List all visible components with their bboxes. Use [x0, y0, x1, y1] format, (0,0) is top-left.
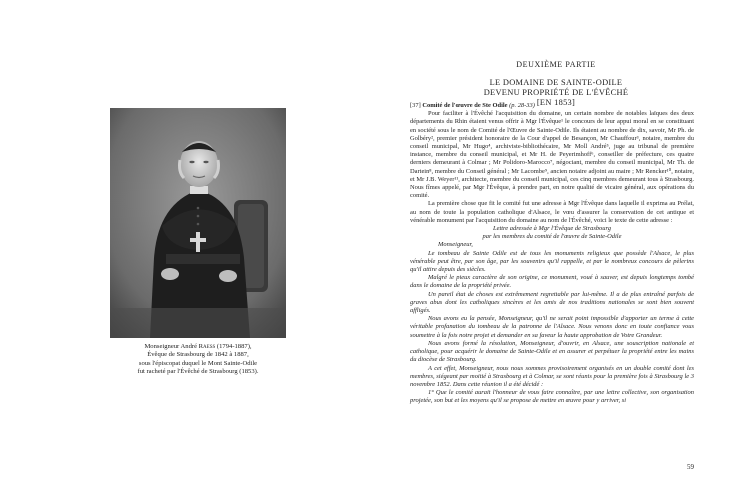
- chapter-title-line-1: LE DOMAINE DE SAINTE-ODILE: [489, 78, 623, 87]
- portrait-photo: [110, 108, 286, 338]
- letter-paragraph: A cet effet, Monseigneur, nous nous sommes provisoirement organisés en un double comité dont les membres, siégeant par moitié à Strasbourg et à Colmar, se sont réunis pour la première fois à Strasbourg le 3 novembre 1852. Dans cette réunion il a été décidé :: [410, 364, 694, 388]
- section-ref: (p. 28-33): [509, 102, 535, 109]
- letter-paragraph: Nous avons eu la pensée, Monseigneur, qu'il ne serait point impossible d'apporter un terme à cette véritable profanation du tombeau de la patronne de l'Alsace. Nous venons donc en toute confiance vous soumettre à la fois notre projet et demander en sa faveur la haute approbation de Votre Grandeur.: [410, 315, 694, 339]
- caption-line-1-name: Raess: [198, 343, 216, 350]
- letter-salutation: Monseigneur,: [438, 241, 473, 249]
- caption-line-3: sous l'épiscopat duquel le Mont Sainte-Odile: [138, 359, 258, 367]
- section-number: [37]: [410, 102, 421, 109]
- letter-paragraph: Nous avons formé la résolution, Monseigneur, d'ouvrir, en Alsace, une souscription nationale et catholique, pour acquérir le domaine de Sainte-Odile et en assurer et perpétuer la propriété entre les mains du diocèse de Strasbourg.: [410, 339, 694, 364]
- letter-paragraph: Un pareil état de choses est extrêmement regrettable par lui-même. Il a de plus entraîné parfois de graves abus dont les catholiques sincères et les amis de nos traditions nationales se sont bien souvent affligés.: [410, 290, 694, 315]
- letter-paragraph: 1° Que le comité aurait l'honneur de vous faire connaître, par une lettre collective, son organisation projetée, son but et les moyens qu'il se propose de mettre en œuvre pour y arriver, si: [410, 389, 694, 405]
- part-title: DEUXIÈME PARTIE: [516, 60, 596, 69]
- letter-title-line-1: Lettre adressée à Mgr l'Évêque de Strasbourg: [493, 225, 611, 233]
- letter-paragraph: Le tombeau de Sainte Odile est de tous les monuments religieux que possède l'Alsace, le plus vénérable peut être, par son âge, par les souvenirs qu'il rappelle, et par le nombreux concours de pèlerins qu'il attire depuis des siècles.: [410, 249, 694, 274]
- portrait-image: [110, 108, 286, 338]
- paragraph: Pour faciliter à l'Évêché l'acquisition du domaine, un certain nombre de notables laïques des deux départements du Rhin étaient venus offrir à Mgr l'Évêque¹ le concours de leur appui moral en se constituant en société sous le nom de Comité de l'Œuvre de Sainte-Odile. Ils étaient au nombre de dix, savoir, Mr Ph. de Golbéry², premier président honoraire de la Cour d'appel de Besançon, Mr Chauffour³, notaire, membre du conseil municipal, Mr Hugo⁴, archiviste-bibliothécaire, Mr Moll André⁵, juge au tribunal de première instance, membre du conseil municipal, et Mr H. de Peyerimhoff⁶, conseiller de préfecture, ces quatre derniers demeurant à Colmar ; Mr Polidoro-Marocco⁷, négociant, membre du conseil municipal, Mr Th. de Dartein⁸, membre du Conseil général ; Mr Lacombe⁹, ancien notaire adjoint au maire ; Mr Rencker¹⁰, notaire, et Mr J.B. Weyer¹¹, architecte, membre du conseil municipal, ces cinq membres demeurant tous à Strasbourg. Nous fîmes appelé, par Mgr l'Évêque, à prendre part, en notre qualité de vicaire général, aux opérations du comité.: [410, 110, 694, 200]
- portrait-caption: [98, 343, 298, 377]
- page-number: 59: [687, 463, 694, 471]
- section-heading: [410, 102, 694, 110]
- caption-line-1-suffix: (1794-1887),: [215, 343, 252, 350]
- body-text: [410, 102, 694, 406]
- chapter-title-line-3: [EN 1853]: [536, 98, 576, 107]
- caption-line-2: Évêque de Strasbourg de 1842 à 1887,: [147, 351, 249, 359]
- letter-title-line-2: par les membres du comité de l'œuvre de Sainte-Odile: [482, 233, 622, 241]
- chapter-title-line-2: DEVENU PROPRIÉTÉ DE L'ÉVÊCHÉ: [483, 88, 629, 97]
- caption-line-4: fut racheté par l'Évêché de Strasbourg (1853).: [137, 368, 259, 376]
- section-title: Comité de l'œuvre de Ste Odile: [422, 102, 508, 109]
- paragraph: La première chose que fit le comité fut une adresse à Mgr l'Évêque dans laquelle il exprima au Prélat, au nom de toute la population catholique d'Alsace, le vœu d'assurer la conservation de cet antique et vénérable monument par l'acquisition du domaine au nom de l'Évêché, voici le texte de cette adresse :: [410, 200, 694, 224]
- letter-paragraph: Malgré le pieux caractère de son origine, ce monument, voué à sauver, est depuis longtemps tombé dans le domaine de la propriété privée.: [410, 274, 694, 290]
- caption-line-1-prefix: Monseigneur André: [144, 343, 199, 350]
